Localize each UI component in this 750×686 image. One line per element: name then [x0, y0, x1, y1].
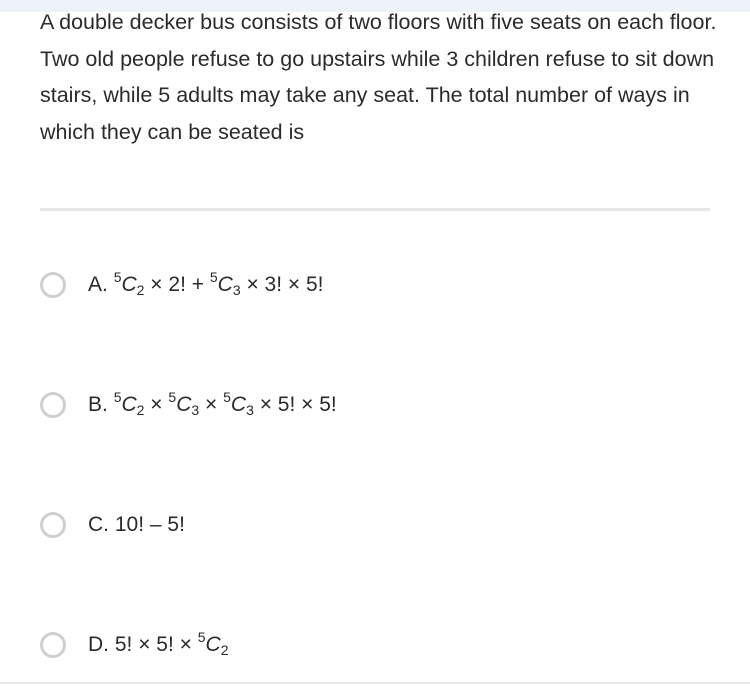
formula-part: C — [176, 393, 192, 416]
option-a[interactable] — [40, 265, 700, 305]
formula-part: 3 — [232, 282, 241, 298]
formula-part: 2 — [136, 402, 145, 418]
question-text: A double decker bus consists of two floors with five seats on each floor. Two old people refuse to go upstairs while 3 children refuse to sit down stairs, while 5 adults may take any seat. The total number of ways in which they can be seated is — [40, 10, 717, 144]
formula-part: × — [199, 393, 224, 416]
option-b[interactable] — [40, 385, 700, 425]
formula-part: C — [217, 273, 233, 296]
formula-part: × 3! × 5! — [240, 273, 324, 296]
radio-button-b[interactable] — [40, 392, 66, 418]
option-d[interactable] — [40, 625, 700, 665]
formula-part: 3 — [246, 402, 254, 418]
formula-part: 5 — [113, 269, 122, 285]
radio-button-a[interactable] — [40, 272, 66, 298]
option-c[interactable] — [40, 505, 700, 545]
formula-part: 2 — [136, 282, 145, 298]
option-letter: D. — [88, 633, 115, 656]
formula-part: × 2! + — [144, 273, 210, 296]
formula-part: 3 — [191, 402, 200, 418]
formula-part: × — [144, 393, 169, 416]
formula-part: 5 — [209, 269, 218, 285]
radio-button-c[interactable] — [40, 512, 66, 538]
formula-part: C — [121, 393, 137, 416]
formula-part: 5! × 5! × — [114, 633, 198, 656]
formula-part: 2 — [220, 642, 229, 658]
option-c-text — [88, 513, 185, 537]
formula-part: 5 — [223, 389, 231, 405]
formula-part: 5 — [168, 389, 177, 405]
divider — [40, 208, 710, 211]
formula-part: 10! – 5! — [114, 513, 185, 536]
formula-part: C — [230, 393, 247, 416]
formula-part: × 5! × 5! — [253, 393, 337, 416]
option-a-text — [88, 269, 324, 298]
bottom-divider — [0, 682, 750, 684]
option-d-text — [88, 629, 229, 658]
radio-button-d[interactable] — [40, 632, 66, 658]
formula-part: 5 — [197, 629, 206, 645]
option-b-text — [88, 389, 337, 418]
formula-part: C — [121, 273, 137, 296]
formula-part: C — [205, 633, 221, 656]
option-letter: B. — [88, 393, 114, 416]
formula-part: 5 — [113, 389, 122, 405]
option-letter: C. — [88, 513, 115, 536]
option-letter: A. — [88, 273, 114, 296]
